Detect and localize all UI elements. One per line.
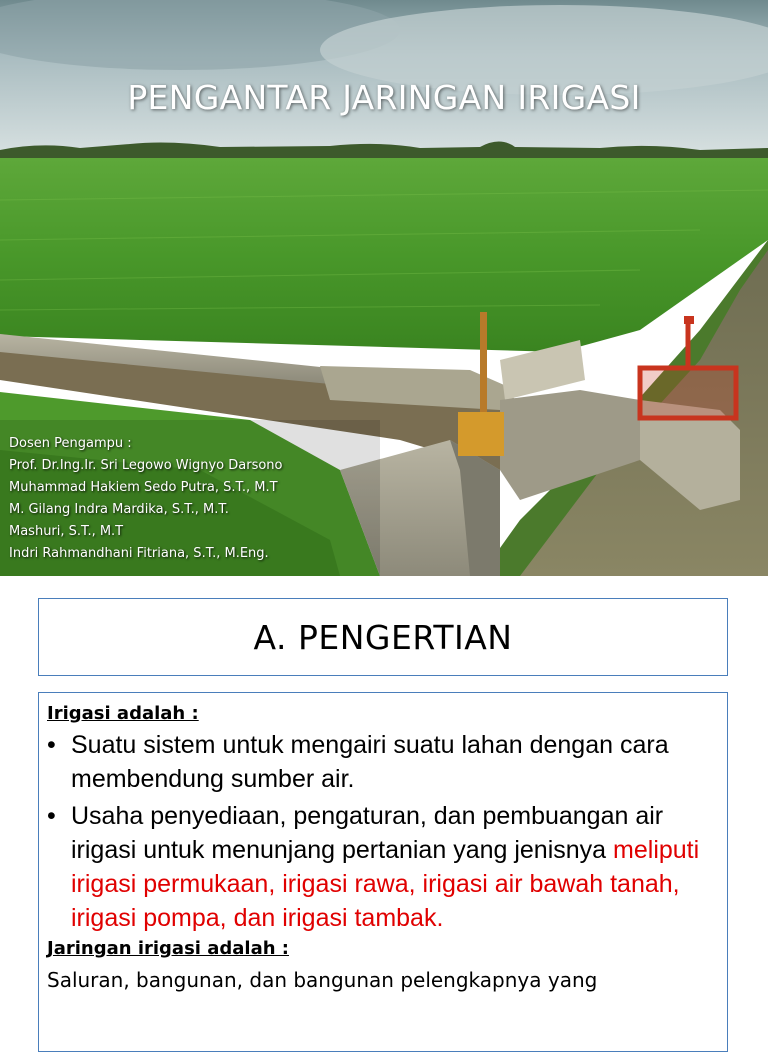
bullet-highlight-text: meliputi irigasi permukaan, irigasi rawa, irigasi air bawah tanah, irigasi pompa, dan irigasi tambak. (71, 836, 700, 932)
lecturer-heading: Dosen Pengampu : (9, 436, 132, 451)
lecturer-name: Indri Rahmandhani Fitriana, S.T., M.Eng. (9, 546, 269, 561)
definition-slide (0, 576, 768, 1024)
bullet-dot-icon: • (47, 731, 56, 759)
lecturer-name: Muhammad Hakiem Sedo Putra, S.T., M.T (9, 480, 278, 495)
subheading-irigasi: Irigasi adalah : (47, 703, 199, 724)
subheading-jaringan: Jaringan irigasi adalah : (47, 938, 289, 959)
lecturer-name: Prof. Dr.Ing.Ir. Sri Legowo Wignyo Darsono (9, 458, 283, 473)
bullet-text: Usaha penyediaan, pengaturan, dan pembuangan air irigasi untuk menunjang pertanian yang jenisnya (71, 802, 664, 864)
bullet-item (47, 728, 717, 796)
slide-content-box (38, 692, 728, 1052)
slide-heading: A. PENGERTIAN (253, 617, 513, 657)
lecturer-name: Mashuri, S.T., M.T (9, 524, 124, 539)
bullet-dot-icon: • (47, 802, 56, 830)
bullet-item (47, 799, 717, 935)
slide-heading-box (38, 598, 728, 676)
presentation-title: PENGANTAR JARINGAN IRIGASI (127, 78, 641, 117)
lecturer-name: M. Gilang Indra Mardika, S.T., M.T. (9, 502, 229, 517)
lecturer-list (9, 433, 283, 565)
bullet-text: Suatu sistem untuk mengairi suatu lahan dengan cara membendung sumber air. (71, 731, 669, 793)
definition-paragraph: Saluran, bangunan, dan bangunan pelengkapnya yang (47, 968, 598, 992)
